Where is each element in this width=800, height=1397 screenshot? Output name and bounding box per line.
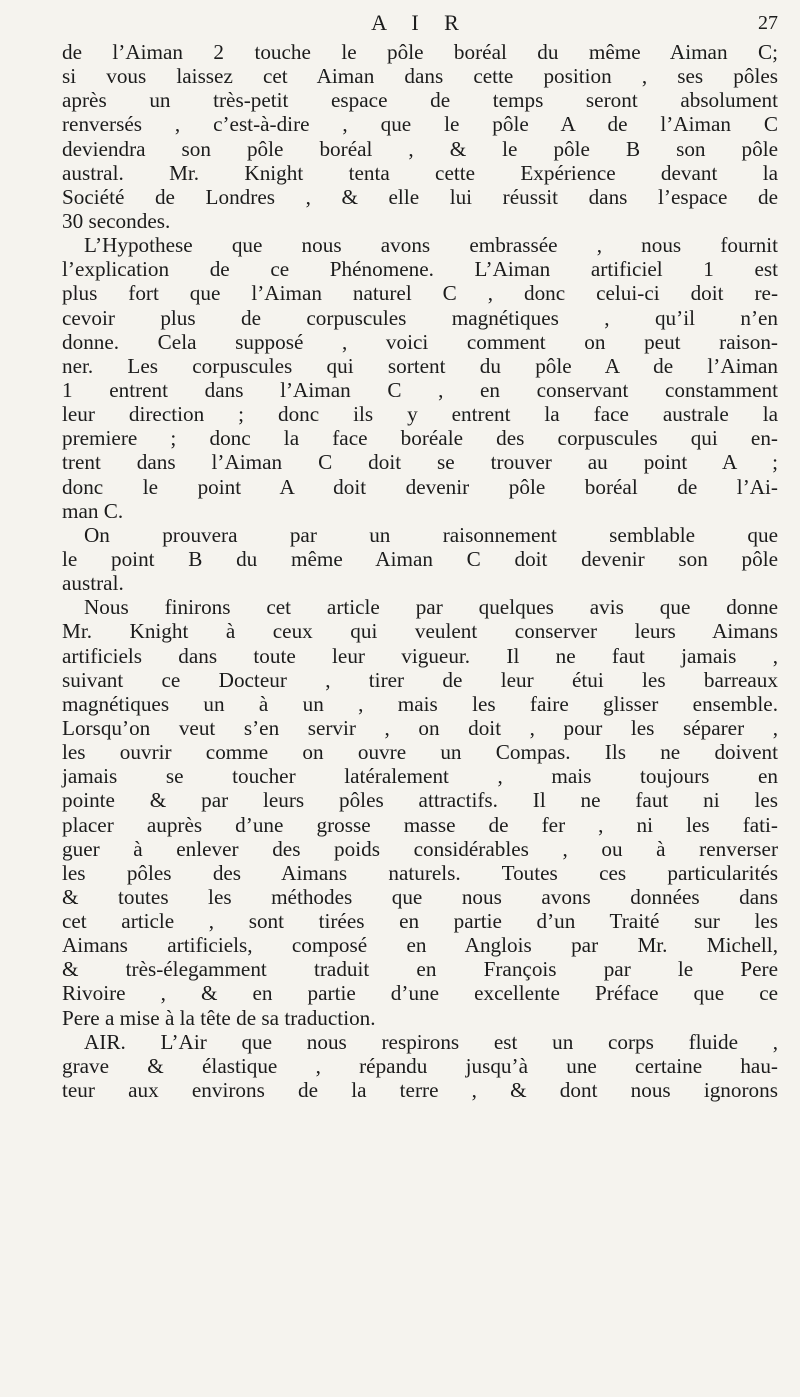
text-line: placer auprès d’une grosse masse de fer , ni les fati-	[62, 812, 778, 837]
text-line: donc le point A doit devenir pôle boréal de l’Ai-	[62, 474, 778, 499]
text-line: l’explication de ce Phénomene. L’Aiman artificiel 1 est	[62, 257, 778, 282]
running-title: A I R	[371, 10, 469, 35]
paragraph-start-line: Nous finirons cet article par quelques avis que donne	[84, 595, 778, 620]
text-line: cevoir plus de corpuscules magnétiques , qu’il n’en	[62, 305, 778, 330]
text-line: Aimans artificiels, composé en Anglois par Mr. Michell,	[62, 933, 778, 958]
text-line: magnétiques un à un , mais les faire glisser ensemble.	[62, 691, 778, 716]
text-line: pointe & par leurs pôles attractifs. Il ne faut ni les	[62, 788, 778, 813]
text-line: Mr. Knight à ceux qui veulent conserver leurs Aimans	[62, 619, 778, 644]
text-line: trent dans l’Aiman C doit se trouver au point A ;	[62, 450, 778, 475]
text-line: renversés , c’est-à-dire , que le pôle A de l’Aiman C	[62, 112, 778, 137]
paragraph-start-line: L’Hypothese que nous avons embrassée , nous fournit	[84, 233, 778, 258]
text-line: artificiels dans toute leur vigueur. Il ne faut jamais ,	[62, 643, 778, 668]
text-line: jamais se toucher latéralement , mais toujours en	[62, 764, 778, 789]
text-line: suivant ce Docteur , tirer de leur étui les barreaux	[62, 667, 778, 692]
body-text	[62, 40, 778, 1102]
text-line: & très-élegamment traduit en François par le Pere	[62, 957, 778, 982]
text-line: de l’Aiman 2 touche le pôle boréal du même Aiman C;	[62, 40, 778, 64]
text-line: Rivoire , & en partie d’une excellente Préface que ce	[62, 981, 778, 1006]
text-line: leur direction ; donc ils y entrent la face australe la	[62, 402, 778, 427]
text-line: austral. Mr. Knight tenta cette Expérience devant la	[62, 160, 778, 185]
text-line: 30 secondes.	[62, 208, 171, 233]
paragraph-start-line: AIR. L’Air que nous respirons est un corps fluide ,	[84, 1029, 778, 1054]
text-line: Pere a mise à la tête de sa traduction.	[62, 1005, 376, 1030]
text-line: austral.	[62, 571, 124, 596]
text-line: grave & élastique , répandu jusqu’à une certaine hau-	[62, 1053, 778, 1078]
text-line: guer à enlever des poids considérables , ou à renverser	[62, 836, 778, 861]
text-line: cet article , sont tirées en partie d’un Traité sur les	[62, 909, 778, 934]
text-line: Société de Londres , & elle lui réussit dans l’espace de	[62, 184, 778, 209]
text-line: donne. Cela supposé , voici comment on peut raison-	[62, 329, 778, 354]
text-line: après un très-petit espace de temps seront absolument	[62, 88, 778, 113]
text-line: si vous laissez cet Aiman dans cette position , ses pôles	[62, 64, 778, 89]
text-line: le point B du même Aiman C doit devenir son pôle	[62, 546, 778, 571]
text-line: & toutes les méthodes que nous avons données dans	[62, 884, 778, 909]
text-line: Lorsqu’on veut s’en servir , on doit , pour les séparer ,	[62, 715, 778, 740]
text-line: les pôles des Aimans naturels. Toutes ces particularités	[62, 860, 778, 885]
text-line: premiere ; donc la face boréale des corpuscules qui en-	[62, 426, 778, 451]
text-line: ner. Les corpuscules qui sortent du pôle A de l’Aiman	[62, 353, 778, 378]
text-line: teur aux environs de la terre , & dont nous ignorons	[62, 1078, 778, 1103]
text-line: plus fort que l’Aiman naturel C , donc celui-ci doit re-	[62, 281, 778, 306]
text-line: deviendra son pôle boréal , & le pôle B son pôle	[62, 136, 778, 161]
text-line: man C.	[62, 498, 124, 523]
page-number: 27	[758, 12, 778, 34]
text-line: les ouvrir comme on ouvre un Compas. Ils ne doivent	[62, 740, 778, 765]
paragraph-start-line: On prouvera par un raisonnement semblable que	[84, 522, 778, 547]
text-line: 1 entrent dans l’Aiman C , en conservant constamment	[62, 377, 778, 402]
page-header	[62, 10, 778, 40]
